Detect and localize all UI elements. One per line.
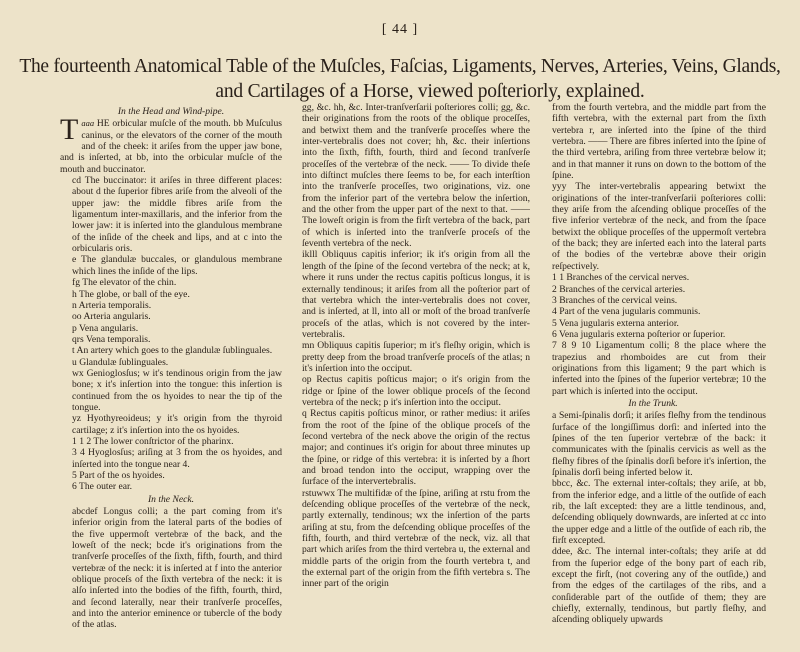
legend-item: fg The elevator of the chin. — [72, 277, 177, 289]
legend-item: u Glandulæ ſublinguales. — [72, 356, 169, 368]
paragraph-text: HE orbicular muſcle of the mouth. bb Muſculus caninus, or the elevators of the corner of the mouth and of the cheek: it ariſes from the upper jaw bone, and is inſerted, at bb, into the orbicular muſcle of the mouth and buccinator. — [60, 118, 282, 175]
paragraph: e The glandulæ buccales, or glandulous membrane which lines the inſide of the lips. — [72, 254, 282, 277]
paragraph: 3 4 Hyoglosſus; ariſing at 3 from the os hyoides, and inſerted into the tongue near 4. — [72, 447, 282, 470]
reference-letters: aaa — [81, 118, 95, 129]
paragraph: wx Genioglosſus; w it's tendinous origin from the jaw bone; x it's inſertion into the tongue: this inſertion is continued from the os hyoides to near the tip of the tongue. — [72, 367, 282, 413]
legend-item: p Vena angularis. — [72, 322, 139, 334]
section-heading: In the Trunk. — [628, 397, 678, 409]
title-line-2: and Cartilages of a Horse, viewed poſteriorly, explained. — [215, 81, 645, 102]
paragraph: 7 8 9 10 Ligamentum colli; 8 the place where the trapezius and rhomboides are cut from their originations from this ligament; 9 the part which is inferted into the ſpines of the ſuperior vertebræ; 10 the part which is inſerted into the occiput. — [552, 340, 766, 397]
paragraph: a Semi-ſpinalis dorſi; it ariſes fleſhy from the tendinous ſurface of the longiſſimus dorſi: and inſerted into the ſpines of the ten ſuperior vertebræ of the back: it communicates with the ſpinalis cervicis as well as the fleſhy fibres of the ſpinalis dorſi before it's inſertion, the ſpinalis dorſi being inferted below it. — [552, 410, 766, 478]
paragraph: q Rectus capitis poſticus minor, or rather medius: it ariſes from the root of the ſpine of the oblique proceſs of the ſecond vertebra of the neck above the origin of the rectus major; and continues it's origin for about three minutes up the ſpine, or ridge of this vertebra: it is inſerted by a ſhort and broad tendon into the occiput, wrapping over the ſurface of the intervertebralis. — [302, 408, 530, 488]
text-column-1 — [60, 102, 282, 650]
paragraph: yyy The inter-vertebralis appearing betwixt the originations of the inter-tranſverſarii poſteriores colli: they ariſe from the aſcending oblique proceſſes of the five inferior vertebræ of the neck, and from the ſpace betwixt the oblique proceſſes of the uppermoſt vertebra of the back; they are inſerted each into the lateral parts of the bodies of the vertebræ above their origin reſpectively. — [552, 181, 766, 272]
paragraph: op Rectus capitis poſticus major; o it's origin from the ridge or ſpine of the lower oblique proceſs of the ſecond vertebra of the neck; p it's inſertion into the occiput. — [302, 374, 530, 408]
text-column-2 — [290, 102, 530, 650]
paragraph: ddee, &c. The internal inter-coſtals; they ariſe at dd from the ſuperior edge of the bony part of each rib, except the firſt, (not covering any of the outſide,) and from the edges of the cartilages of the ribs, and a conſiderable part of the outſide of them; they are chiefly, externally, tendinous, but partly fleſhy, and aſcending obliquely upwards — [552, 546, 766, 626]
page-title — [0, 54, 800, 104]
page-number: [ 44 ] — [381, 22, 419, 37]
legend-item: 5 Vena jugularis externa anterior. — [552, 317, 679, 329]
opening-paragraph — [60, 113, 282, 175]
paragraph: cd The buccinator: it ariſes in three different places: about d the ſuperior fibres ariſe from the alveoli of the upper jaw: the middle fibres ariſe from the ligamentum inter-maxillaris, and the inferior from the lower jaw: it is inſerted into the glandulous membrane of the inſide of the cheek and lips, and at c into the orbicularis oris. — [72, 175, 282, 255]
legend-item: h The globe, or ball of the eye. — [72, 288, 190, 300]
paragraph: gg, &c. hh, &c. Inter-tranſverſarii poſteriores colli; gg, &c. their originations from the roots of the oblique proceſſes, and betwixt them and the tranſverſe proceſſes where the inter-vertebralis does not cover; hh, &c. their inſertions into the ſixth, fifth, fourth, third and ſecond tranſverſe proceſſes of the vertebræ of the neck. —— To divide theſe into diſtinct muſcles there ſeems to be, for each interſtion into the tranſverſe proceſſes, two originations, viz. one from the inferior part of the vertebra below the inſertion, and the other from the upper part of the next to that. —— The loweſt origin is from the firſt vertebra of the back, part of which is inſerted into the tranſverſe proceſs of the ſeventh vertebra of the neck. — [302, 102, 530, 250]
section-heading: In the Head and Wind-pipe. — [117, 106, 225, 117]
legend-item: 4 Part of the vena jugularis communis. — [552, 306, 701, 318]
legend-item: 3 Branches of the cervical veins. — [552, 294, 678, 306]
paragraph: from the fourth vertebra, and the middle part from the fifth vertebra, with the external part from the ſixth vertebra r, are inſerted into the ſpine of the third vertebra. —— There are fibres inſerted into the ſpine of the third vertebra, ariſing from three vertebræ below it; and in that manner it runs on down to the bottom of the ſpine. — [552, 102, 766, 182]
paragraph: mn Obliquus capitis ſuperior; m it's fleſhy origin, which is pretty deep from the broad tranſverſe proceſs of the atlas; n it's inſertion into the occiput. — [302, 340, 530, 374]
legend-item: 6 Vena jugularis externa poſterior or ſuperior. — [552, 328, 726, 340]
legend-item: n Arteria temporalis. — [72, 299, 152, 311]
legend-item: qrs Vena temporalis. — [72, 333, 151, 345]
drop-cap: T — [60, 113, 79, 147]
paragraph: abcdef Longus colli; a the part coming from it's inferior origin from the lateral parts of the bodies of the five uppermoſt vertebræ of the back, and the loweſt of the neck; bcde it's originations from the tranſverſe proceſſes of the ſixth, fifth, fourth, and third vertebræ of the neck: it is inſerted at f into the anterior oblique proceſs of the ſixth vertebra of the neck: it is alſo inſerted into the bodies of the fifth, fourth, third, and ſecond laterally, near their tranſverſe proceſſes, and into the anterior eminence or tubercle of the body of the atlas. — [72, 506, 282, 631]
paragraph: yz Hyothyreoideus; y it's origin from the thyroid cartilage; z it's inſertion into the os hyoides. — [72, 413, 282, 436]
legend-item: 6 The outer ear. — [72, 481, 133, 493]
legend-item: oo Arteria angularis. — [72, 311, 151, 323]
text-column-3 — [540, 102, 766, 650]
paragraph: rstuwwx The multifidæ of the ſpine, ariſing at rstu from the deſcending oblique proceſſes of the vertebræ of the neck, partly externally, tendinous; wx the inſertion of the parts ariſing at stu, from the deſcending oblique proceſſes of the fifth, fourth, and third vertebræ of the neck, viz. all that part which ariſes from the third vertebra u, the external and middle parts of the origin from the fourth vertebra t, and the external part of the origin from the fifth vertebra s. The inner part of the origin — [302, 487, 530, 590]
legend-item: t An artery which goes to the glandulæ ſublinguales. — [72, 345, 273, 357]
legend-item: 5 Part of the os hyoides. — [72, 470, 165, 481]
legend-item: 1 1 Branches of the cervical nerves. — [552, 272, 690, 284]
legend-item: 1 1 2 The lower conſtrictor of the pharinx. — [72, 435, 234, 447]
title-line-1: The fourteenth Anatomical Table of the Muſcles, Faſcias, Ligaments, Nerves, Arteries, Veins, Glands, — [19, 56, 781, 77]
legend-item: 2 Branches of the cervical arteries. — [552, 283, 686, 295]
paragraph: bbcc, &c. The external inter-coſtals; they ariſe, at bb, from the inferior edge, and a little of the outſide of each rib, the laſt excepted: they are a little tendinous, and, deſcending obliquely downwards, are inſerted at cc into the upper edge and a little of the outſide of each rib, the firſt excepted. — [552, 478, 766, 547]
section-heading: In the Neck. — [147, 493, 195, 505]
paragraph: iklll Obliquus capitis inferior; ik it's origin from all the length of the ſpine of the ſecond vertebra of the neck; at k, where it runs under the rectus capitis poſticus longus, it is externally tendinous; it ariſes from all the poſterior part of that vertebra which the inter-vertebralis does not cover, and is inſerted, at ll, into all or moſt of the broad tranſverſe proceſs of the atlas, which is not covered by the inter-vertebralis. — [302, 249, 530, 340]
